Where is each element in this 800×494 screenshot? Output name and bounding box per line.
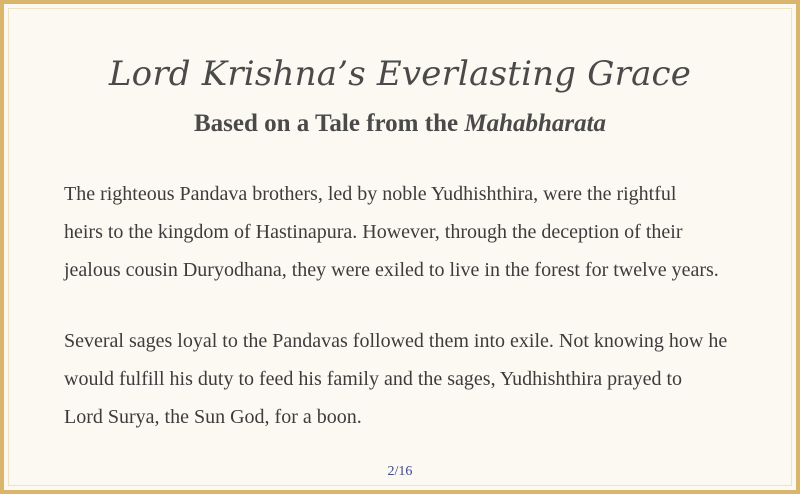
paragraph-1 <box>64 175 754 289</box>
page-number: 2/16 <box>387 464 413 479</box>
page-subtitle <box>4 110 796 138</box>
paragraph-line: heirs to the kingdom of Hastinapura. However, through the deception of their <box>64 221 683 243</box>
paragraph-line: Several sages loyal to the Pandavas followed them into exile. Not knowing how he <box>64 330 728 352</box>
paragraph-line: The righteous Pandava brothers, led by noble Yudhishthira, were the rightful <box>64 183 677 205</box>
paragraph-line: Lord Surya, the Sun God, for a boon. <box>64 406 362 428</box>
page-title: Lord Krishna’s Everlasting Grace <box>108 54 692 94</box>
paragraph-line: would fulfill his duty to feed his family and the sages, Yudhishthira prayed to <box>64 368 683 390</box>
subtitle-prefix: Based on a Tale from the <box>193 110 465 137</box>
paragraph-2 <box>64 322 754 436</box>
paragraph-line: jealous cousin Duryodhana, they were exiled to live in the forest for twelve years. <box>64 259 719 281</box>
subtitle-source: Mahabharata <box>464 110 607 137</box>
